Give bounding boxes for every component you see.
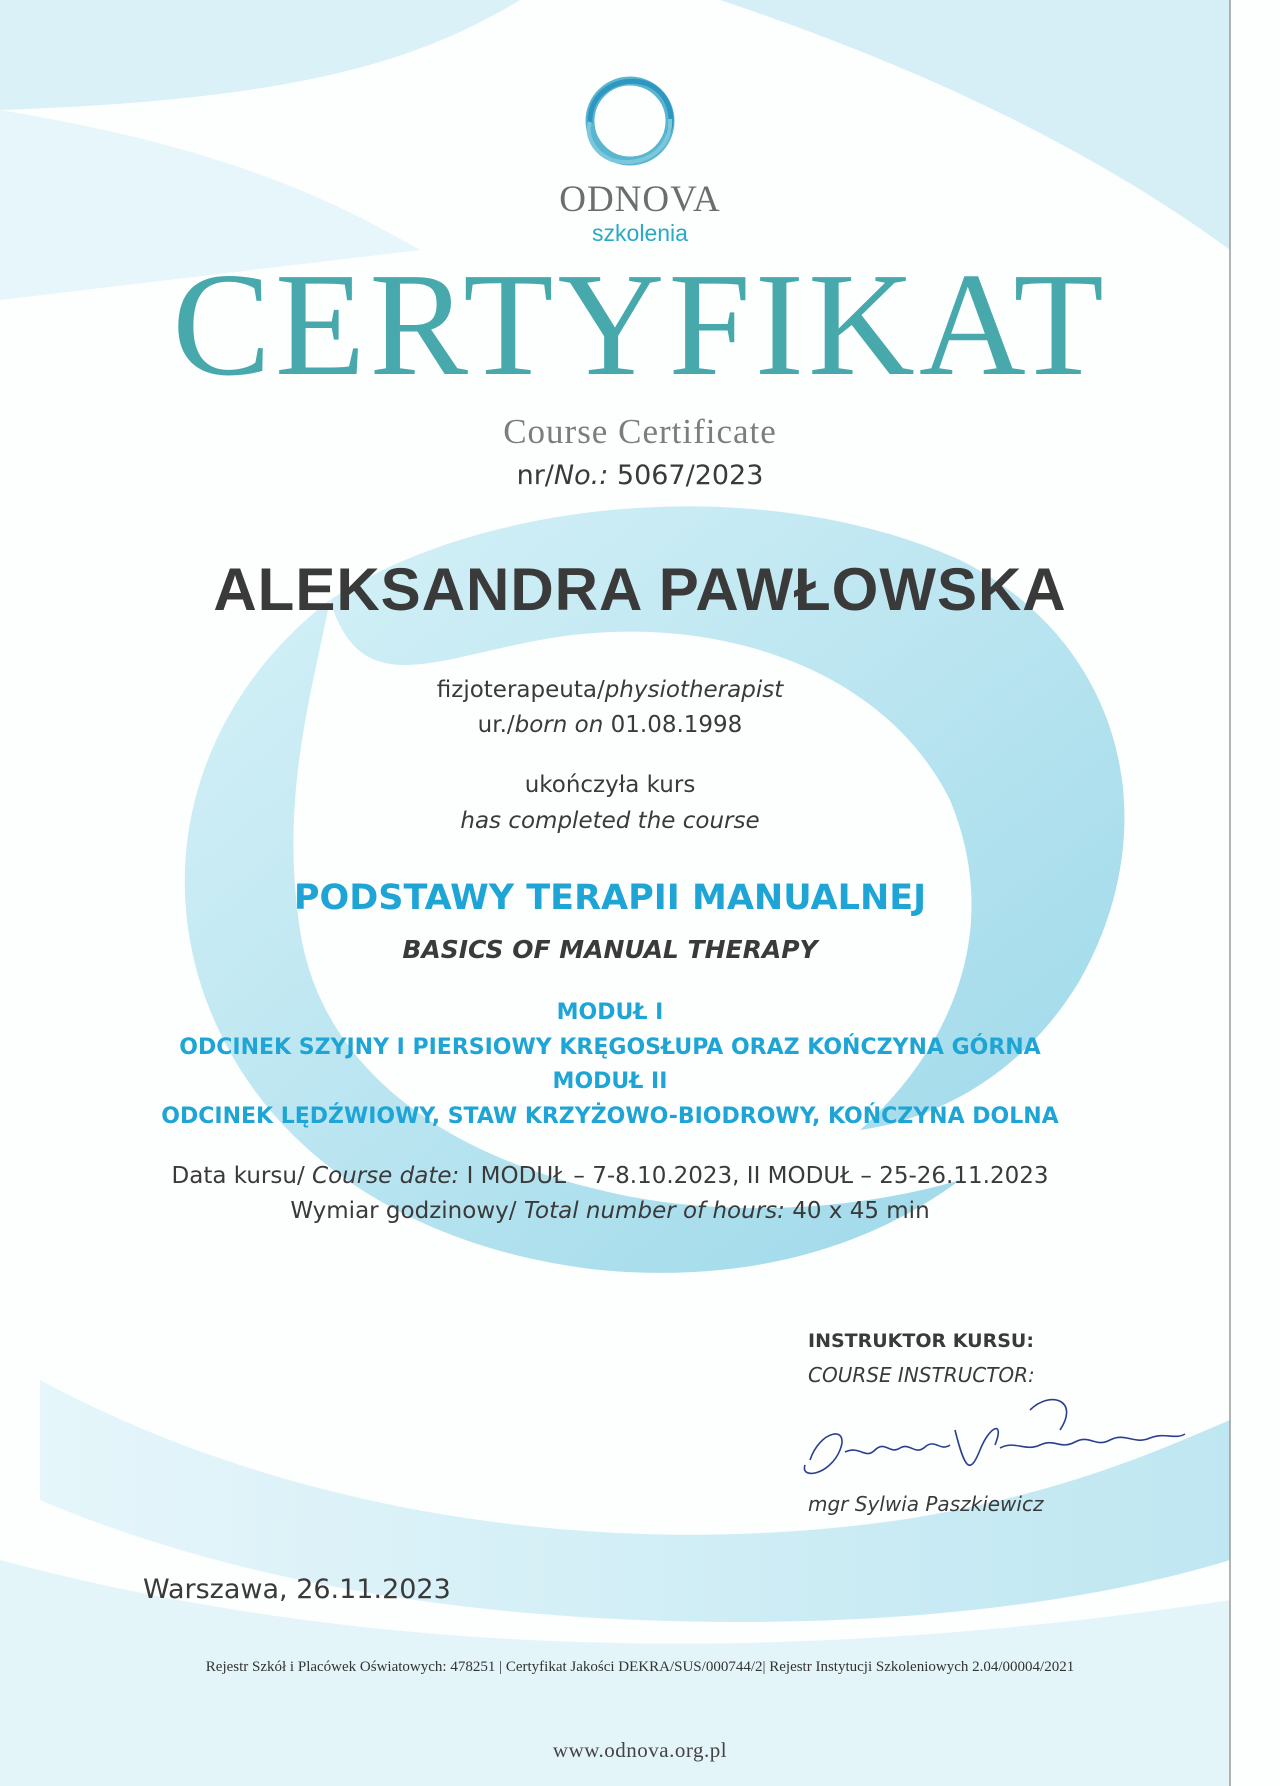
instructor-label-pl: INSTRUKTOR KURSU: — [808, 1330, 1034, 1352]
instructor-signature — [790, 1390, 1210, 1500]
recipient-name: ALEKSANDRA PAWŁOWSKA — [213, 556, 1067, 623]
course-name-pl: PODSTAWY TERAPII MANUALNEJ — [293, 878, 927, 918]
certificate-title: CERTYFIKAT — [172, 243, 1108, 407]
profession-pl: fizjoterapeuta/ — [436, 677, 605, 703]
recipient-born — [0, 712, 1250, 738]
module-1-label: MODUŁ I — [556, 1000, 664, 1025]
circle-swirl-icon — [560, 64, 700, 182]
completed-text-pl: ukończyła kurs — [524, 772, 696, 798]
born-date: 01.08.1998 — [610, 712, 743, 738]
born-label-pl: ur./ — [477, 712, 515, 738]
module-2-label: MODUŁ II — [552, 1069, 668, 1094]
hours-label-pl: Wymiar godzinowy/ — [290, 1198, 517, 1224]
registry-info: Rejestr Szkół i Placówek Oświatowych: 478251 | Certyfikat Jakości DEKRA/SUS/000744/2| Rejestr Instytucji Szkoleniowych 2.04/00004/2021 — [205, 1659, 1075, 1675]
date-value: I MODUŁ – 7-8.10.2023, II MODUŁ – 25-26.11.2023 — [466, 1163, 1049, 1189]
date-label-pl: Data kursu/ — [171, 1163, 305, 1189]
place-and-date: Warszawa, 26.11.2023 — [143, 1574, 451, 1605]
hours-value: 40 x 45 min — [792, 1198, 930, 1224]
number-value: 5067/2023 — [616, 460, 764, 491]
number-label-pl: nr/ — [516, 460, 554, 491]
recipient-profession — [0, 677, 1250, 703]
completed-text-en: has completed the course — [460, 808, 760, 834]
course-hours — [0, 1198, 1250, 1224]
born-label-en: born on — [514, 712, 604, 738]
brand-name: ODNOVA — [559, 179, 721, 220]
number-label-en: No.: — [553, 460, 609, 491]
hours-label-en: Total number of hours: — [523, 1198, 785, 1224]
certificate-subtitle: Course Certificate — [503, 412, 777, 451]
certificate-number — [0, 460, 1280, 491]
website-link[interactable]: www.odnova.org.pl — [552, 1738, 728, 1762]
module-2-description: ODCINEK LĘDŹWIOWY, STAW KRZYŻOWO-BIODROWY, KOŃCZYNA DOLNA — [161, 1104, 1059, 1129]
course-dates — [0, 1163, 1250, 1189]
course-name-en: BASICS OF MANUAL THERAPY — [402, 935, 818, 964]
instructor-label-en: COURSE INSTRUCTOR: — [808, 1363, 1035, 1387]
instructor-name: mgr Sylwia Paszkiewicz — [808, 1492, 1044, 1516]
brand-subtitle: szkolenia — [592, 220, 688, 246]
profession-en: physiotherapist — [604, 677, 784, 703]
date-label-en: Course date: — [312, 1163, 460, 1189]
module-1-description: ODCINEK SZYJNY I PIERSIOWY KRĘGOSŁUPA ORAZ KOŃCZYNA GÓRNA — [179, 1035, 1041, 1060]
